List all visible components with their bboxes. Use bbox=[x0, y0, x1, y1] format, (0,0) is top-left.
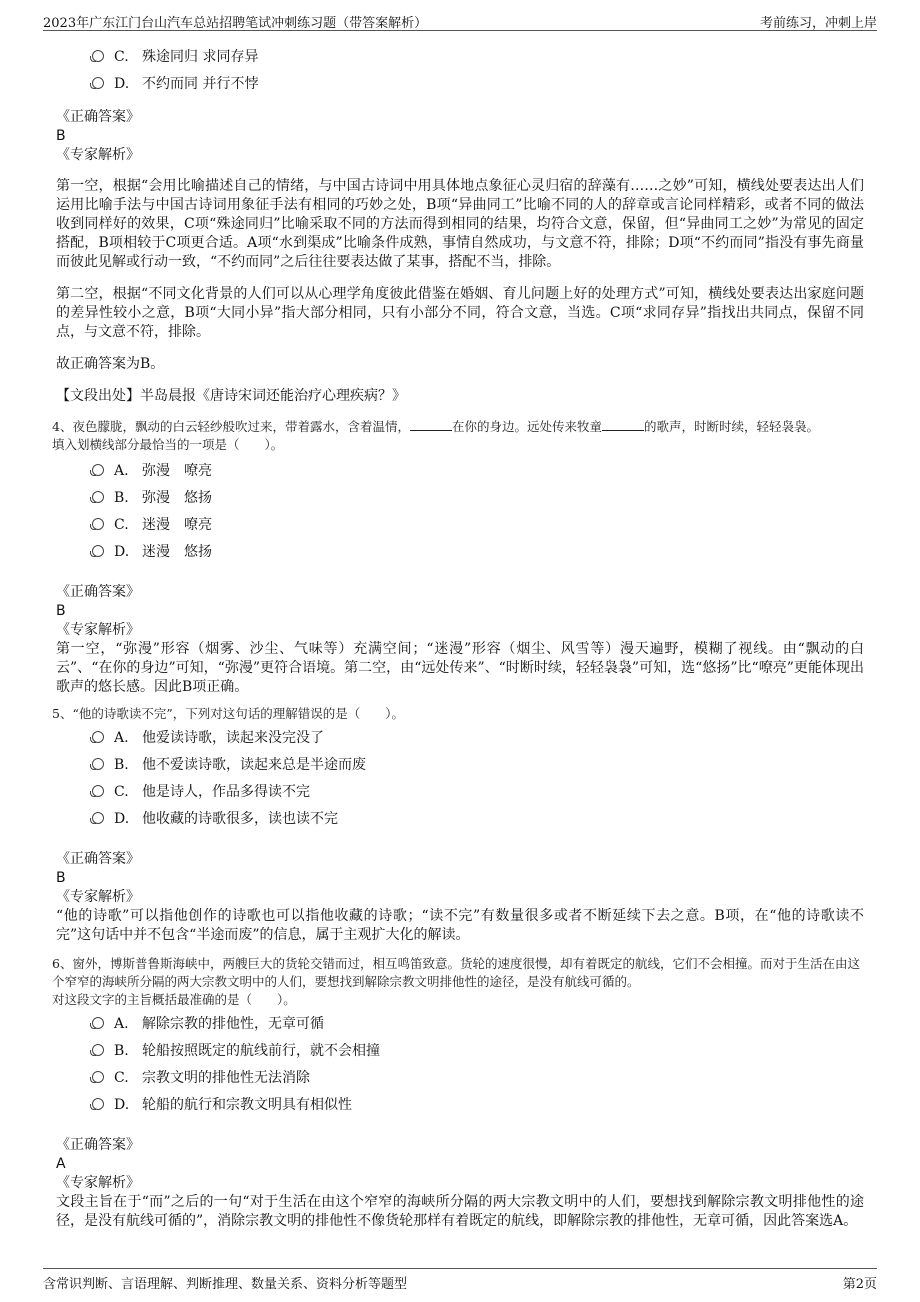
option-b[interactable]: B. 他不爱读诗歌，读起来总是半途而废 bbox=[92, 752, 864, 779]
radio-icon[interactable] bbox=[92, 518, 104, 530]
correct-answer-label: 《正确答案》 bbox=[56, 584, 140, 600]
question-stem: 6、窗外，博斯普鲁斯海峡中，两艘巨大的货轮交错而过，相互鸣笛致意。货轮的速度很慢，却有着既定的航线，它们不会相撞。而对于生活在由这个窄窄的海峡所分隔的两大宗教文明中的人们，要想找到解除宗教文明排他性的途径，是没有航线可循的。 bbox=[52, 956, 860, 989]
correct-answer-label: 《正确答案》 bbox=[56, 109, 140, 125]
radio-icon[interactable] bbox=[92, 731, 104, 743]
option-a[interactable]: A. 弥漫 嘹亮 bbox=[92, 458, 864, 485]
correct-answer: B bbox=[56, 603, 66, 619]
document-title: 2023年广东江门台山汽车总站招聘笔试冲刺练习题（带答案解析） bbox=[43, 16, 428, 31]
expert-analysis-label: 《专家解析》 bbox=[56, 1175, 140, 1191]
analysis-paragraph: “他的诗歌”可以指他创作的诗歌也可以指他收藏的诗歌；“读不完”有数量很多或者不断延续下去之意。B项，在“他的诗歌读不完”这句话中并不包含“半途而废”的信息，属于主观扩大化的解读。 bbox=[56, 908, 864, 943]
radio-icon[interactable] bbox=[92, 1044, 104, 1056]
analysis-paragraph: 第二空，根据“不同文化背景的人们可以从心理学角度彼此借鉴在婚姻、育儿问题上好的处理方式”可知，横线处要表达出家庭问题的差异性较小之意，B项“大同小异”指大部分相同，只有小部分不同，符合文意，当选。C项“求同存异”指找出共同点，保留不同点，与文意不符，排除。 bbox=[56, 286, 864, 340]
radio-icon[interactable] bbox=[92, 77, 104, 89]
option-b[interactable]: B. 轮船按照既定的航线前行，就不会相撞 bbox=[92, 1038, 864, 1065]
radio-icon[interactable] bbox=[92, 491, 104, 503]
correct-answer-label: 《正确答案》 bbox=[56, 851, 140, 867]
analysis-paragraph: 文段主旨在于“而”之后的一句“对于生活在由这个窄窄的海峡所分隔的两大宗教文明中的人们，要想找到解除宗教文明排他性的途径，是没有航线可循的”，消除宗教文明的排他性不像货轮那样有着既定的航线，即解除宗教的排他性，无章可循，因此答案选A。 bbox=[56, 1194, 864, 1229]
analysis-paragraph: 第一空，“弥漫”形容（烟雾、沙尘、气味等）充满空间；“迷漫”形容（烟尘、风雪等）漫天遍野，模糊了视线。由“飘动的白云”、“在你的身边”可知，“弥漫”更符合语境。第二空，由“远处传来”、“时断时续，轻轻袅袅”可知，选“悠扬”比“嘹亮”更能体现出歌声的悠长感。因此B项正确。 bbox=[56, 641, 864, 695]
page-footer bbox=[43, 1268, 877, 1291]
header-slogan: 考前练习，冲刺上岸 bbox=[759, 16, 877, 31]
blank-line bbox=[410, 418, 452, 431]
radio-icon[interactable] bbox=[92, 1098, 104, 1110]
analysis-conclusion: 故正确答案为B。 bbox=[56, 356, 165, 372]
option-c[interactable]: C. 他是诗人，作品多得读不完 bbox=[92, 779, 864, 806]
question-stem: 5、“他的诗歌读不完”，下列对这句话的理解错误的是（ ）。 bbox=[52, 706, 404, 721]
radio-icon[interactable] bbox=[92, 785, 104, 797]
radio-icon[interactable] bbox=[92, 545, 104, 557]
radio-icon[interactable] bbox=[92, 1017, 104, 1029]
option-d[interactable]: D. 不约而同 并行不悖 bbox=[92, 71, 864, 98]
radio-icon[interactable] bbox=[92, 812, 104, 824]
blank-line bbox=[602, 418, 644, 431]
radio-icon[interactable] bbox=[92, 50, 104, 62]
option-b[interactable]: B. 弥漫 悠扬 bbox=[92, 485, 864, 512]
option-a[interactable]: A. 解除宗教的排他性，无章可循 bbox=[92, 1011, 864, 1038]
radio-icon[interactable] bbox=[92, 464, 104, 476]
passage-source: 【文段出处】半岛晨报《唐诗宋词还能治疗心理疾病？》 bbox=[56, 388, 406, 404]
correct-answer: A bbox=[56, 1156, 66, 1172]
question-stem: 4、夜色朦胧，飘动的白云轻纱般吹过来，带着露水，含着温情， 在你的身边。远处传来牧童 的歌声，时断时续，轻轻袅袅。 填入划横线部分最恰当的一项是（ ）。 bbox=[52, 419, 819, 452]
option-c[interactable]: C. 宗教文明的排他性无法消除 bbox=[92, 1065, 864, 1092]
page-number: 第2页 bbox=[842, 1277, 877, 1292]
correct-answer-label: 《正确答案》 bbox=[56, 1137, 140, 1153]
expert-analysis-label: 《专家解析》 bbox=[56, 889, 140, 905]
option-d[interactable]: D. 他收藏的诗歌很多，读也读不完 bbox=[92, 806, 864, 833]
page-header bbox=[43, 8, 877, 31]
expert-analysis-label: 《专家解析》 bbox=[56, 147, 140, 163]
option-c[interactable]: C. 殊途同归 求同存异 bbox=[92, 44, 864, 71]
question-ask: 对这段文字的主旨概括最准确的是（ ）。 bbox=[52, 992, 296, 1007]
option-a[interactable]: A. 他爱读诗歌，读起来没完没了 bbox=[92, 725, 864, 752]
option-d[interactable]: D. 轮船的航行和宗教文明具有相似性 bbox=[92, 1092, 864, 1119]
radio-icon[interactable] bbox=[92, 758, 104, 770]
expert-analysis-label: 《专家解析》 bbox=[56, 622, 140, 638]
correct-answer: B bbox=[56, 128, 66, 144]
analysis-paragraph: 第一空，根据“会用比喻描述自己的情绪，与中国古诗词中用具体地点象征心灵归宿的辞藻有……之妙”可知，横线处要表达出人们运用比喻手法与中国古诗词用象征手法有相同的巧妙之处，B项“异曲同工”比喻不同的人的辞章或言论同样精彩，或者不同的做法收到同样好的效果，C项“殊途同归”比喻采取不同的方法而得到相同的结果，均符合文意，保留，但“异曲同工之妙”为常见的固定搭配，B项相较于C项更合适。A项“水到渠成”比喻条件成熟，事情自然成功，与文意不符，排除；D项“不约而同”指没有事先商量而彼此见解或行动一致，“不约而同”之后往往要表达做了某事，搭配不当，排除。 bbox=[56, 178, 864, 270]
radio-icon[interactable] bbox=[92, 1071, 104, 1083]
correct-answer: B bbox=[56, 870, 66, 886]
option-d[interactable]: D. 迷漫 悠扬 bbox=[92, 539, 864, 566]
option-c[interactable]: C. 迷漫 嘹亮 bbox=[92, 512, 864, 539]
footer-topics: 含常识判断、言语理解、判断推理、数量关系、资料分析等题型 bbox=[43, 1277, 408, 1292]
page-content bbox=[52, 40, 864, 1231]
